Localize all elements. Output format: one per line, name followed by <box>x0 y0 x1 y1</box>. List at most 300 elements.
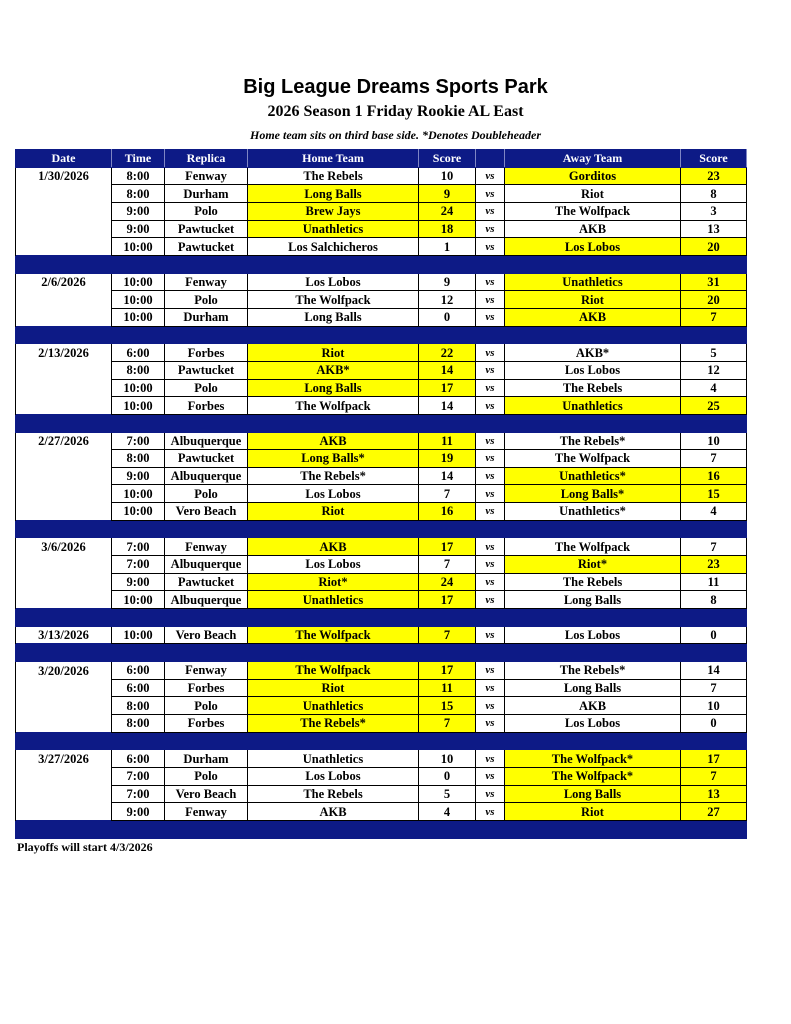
game-time: 10:00 <box>112 291 165 309</box>
week-separator <box>16 732 747 750</box>
away-team: AKB <box>505 697 681 715</box>
away-score: 7 <box>681 538 747 556</box>
game-replica: Fenway <box>165 803 248 821</box>
game-row <box>16 538 747 556</box>
vs-label: vs <box>476 185 505 203</box>
game-row <box>16 432 747 450</box>
vs-label: vs <box>476 397 505 415</box>
home-score: 7 <box>419 626 476 644</box>
game-replica: Polo <box>165 485 248 503</box>
vs-label: vs <box>476 715 505 733</box>
home-score: 17 <box>419 662 476 680</box>
away-team: The Rebels <box>505 573 681 591</box>
game-time: 6:00 <box>112 679 165 697</box>
vs-label: vs <box>476 679 505 697</box>
home-team: Los Lobos <box>248 485 419 503</box>
home-team: The Rebels* <box>248 467 419 485</box>
game-replica: Forbes <box>165 679 248 697</box>
game-date <box>16 785 112 803</box>
game-date <box>16 767 112 785</box>
column-header-home-team: Home Team <box>248 150 419 168</box>
game-replica: Pawtucket <box>165 361 248 379</box>
game-replica: Albuquerque <box>165 432 248 450</box>
home-score: 14 <box>419 361 476 379</box>
week-separator <box>16 520 747 538</box>
vs-label: vs <box>476 538 505 556</box>
game-date <box>16 803 112 821</box>
game-date: 3/20/2026 <box>16 662 112 680</box>
home-team: Riot <box>248 344 419 362</box>
page-subtitle: 2026 Season 1 Friday Rookie AL East <box>267 103 524 120</box>
vs-label: vs <box>476 697 505 715</box>
away-team: Long Balls <box>505 591 681 609</box>
away-score: 7 <box>681 767 747 785</box>
away-team: Riot <box>505 803 681 821</box>
home-team: Riot <box>248 503 419 521</box>
game-replica: Pawtucket <box>165 220 248 238</box>
away-score: 15 <box>681 485 747 503</box>
away-score: 12 <box>681 361 747 379</box>
week-separator <box>16 820 747 838</box>
away-score: 16 <box>681 467 747 485</box>
home-score: 17 <box>419 379 476 397</box>
week-separator <box>16 414 747 432</box>
game-time: 8:00 <box>112 167 165 185</box>
home-score: 7 <box>419 485 476 503</box>
home-score: 24 <box>419 573 476 591</box>
game-date <box>16 467 112 485</box>
away-score: 5 <box>681 344 747 362</box>
game-time: 9:00 <box>112 220 165 238</box>
game-time: 6:00 <box>112 750 165 768</box>
home-team: Unathletics <box>248 220 419 238</box>
game-date <box>16 308 112 326</box>
away-score: 11 <box>681 573 747 591</box>
game-row <box>16 238 747 256</box>
week-separator-bar <box>16 644 747 662</box>
game-row <box>16 308 747 326</box>
home-team: AKB* <box>248 361 419 379</box>
home-score: 4 <box>419 803 476 821</box>
game-replica: Polo <box>165 697 248 715</box>
away-team: The Wolfpack* <box>505 767 681 785</box>
home-score: 24 <box>419 202 476 220</box>
game-time: 7:00 <box>112 767 165 785</box>
game-replica: Vero Beach <box>165 503 248 521</box>
game-date <box>16 361 112 379</box>
game-row <box>16 220 747 238</box>
home-score: 14 <box>419 397 476 415</box>
game-row <box>16 397 747 415</box>
game-date <box>16 485 112 503</box>
away-team: The Rebels <box>505 379 681 397</box>
vs-label: vs <box>476 202 505 220</box>
game-row <box>16 273 747 291</box>
game-date <box>16 202 112 220</box>
home-team: Long Balls <box>248 379 419 397</box>
game-date: 2/6/2026 <box>16 273 112 291</box>
home-score: 11 <box>419 432 476 450</box>
game-date <box>16 450 112 468</box>
game-row <box>16 503 747 521</box>
away-team: The Rebels* <box>505 432 681 450</box>
game-date <box>16 397 112 415</box>
away-score: 27 <box>681 803 747 821</box>
game-replica: Albuquerque <box>165 467 248 485</box>
game-replica: Forbes <box>165 397 248 415</box>
column-header-away-team: Away Team <box>505 150 681 168</box>
game-row <box>16 697 747 715</box>
column-header-vs <box>476 150 505 168</box>
away-team: The Wolfpack <box>505 450 681 468</box>
home-team: The Wolfpack <box>248 291 419 309</box>
away-team: Los Lobos <box>505 361 681 379</box>
game-time: 10:00 <box>112 591 165 609</box>
home-score: 7 <box>419 556 476 574</box>
home-team: The Wolfpack <box>248 397 419 415</box>
game-time: 10:00 <box>112 485 165 503</box>
vs-label: vs <box>476 220 505 238</box>
game-date <box>16 573 112 591</box>
game-row <box>16 662 747 680</box>
away-score: 25 <box>681 397 747 415</box>
game-date <box>16 238 112 256</box>
away-team: Unathletics <box>505 273 681 291</box>
home-team: The Rebels* <box>248 715 419 733</box>
game-time: 7:00 <box>112 432 165 450</box>
vs-label: vs <box>476 238 505 256</box>
vs-label: vs <box>476 503 505 521</box>
away-team: Long Balls <box>505 785 681 803</box>
away-score: 0 <box>681 715 747 733</box>
home-team: Unathletics <box>248 697 419 715</box>
game-row <box>16 679 747 697</box>
game-row <box>16 202 747 220</box>
vs-label: vs <box>476 450 505 468</box>
vs-label: vs <box>476 167 505 185</box>
game-row <box>16 291 747 309</box>
game-time: 8:00 <box>112 715 165 733</box>
home-team: AKB <box>248 803 419 821</box>
game-replica: Durham <box>165 185 248 203</box>
home-team: Unathletics <box>248 750 419 768</box>
week-separator-bar <box>16 255 747 273</box>
playoffs-footer: Playoffs will start 4/3/2026 <box>17 840 153 854</box>
game-row <box>16 167 747 185</box>
game-replica: Pawtucket <box>165 573 248 591</box>
game-row <box>16 626 747 644</box>
vs-label: vs <box>476 432 505 450</box>
away-team: Gorditos <box>505 167 681 185</box>
away-score: 7 <box>681 308 747 326</box>
away-score: 13 <box>681 785 747 803</box>
vs-label: vs <box>476 626 505 644</box>
vs-label: vs <box>476 591 505 609</box>
week-separator-bar <box>16 414 747 432</box>
game-row <box>16 785 747 803</box>
game-row <box>16 185 747 203</box>
column-header-time: Time <box>112 150 165 168</box>
vs-label: vs <box>476 485 505 503</box>
game-date: 1/30/2026 <box>16 167 112 185</box>
home-score: 7 <box>419 715 476 733</box>
game-replica: Polo <box>165 291 248 309</box>
week-separator-bar <box>16 609 747 627</box>
home-team: Unathletics <box>248 591 419 609</box>
column-header-home-score: Score <box>419 150 476 168</box>
game-time: 9:00 <box>112 803 165 821</box>
week-separator-bar <box>16 520 747 538</box>
vs-label: vs <box>476 556 505 574</box>
vs-label: vs <box>476 467 505 485</box>
game-time: 10:00 <box>112 503 165 521</box>
home-score: 14 <box>419 467 476 485</box>
away-score: 31 <box>681 273 747 291</box>
game-row <box>16 344 747 362</box>
away-score: 7 <box>681 450 747 468</box>
home-score: 10 <box>419 167 476 185</box>
home-team: Riot <box>248 679 419 697</box>
game-date <box>16 379 112 397</box>
home-team: The Rebels <box>248 167 419 185</box>
week-separator <box>16 644 747 662</box>
away-team: Unathletics* <box>505 503 681 521</box>
vs-label: vs <box>476 803 505 821</box>
week-separator-bar <box>16 732 747 750</box>
home-team: Brew Jays <box>248 202 419 220</box>
game-row <box>16 467 747 485</box>
home-score: 17 <box>419 591 476 609</box>
game-row <box>16 715 747 733</box>
game-time: 10:00 <box>112 308 165 326</box>
game-row <box>16 556 747 574</box>
vs-label: vs <box>476 767 505 785</box>
home-score: 5 <box>419 785 476 803</box>
away-score: 23 <box>681 167 747 185</box>
away-score: 0 <box>681 626 747 644</box>
game-replica: Forbes <box>165 344 248 362</box>
game-time: 10:00 <box>112 397 165 415</box>
away-score: 10 <box>681 697 747 715</box>
home-score: 16 <box>419 503 476 521</box>
away-team: Long Balls <box>505 679 681 697</box>
game-time: 9:00 <box>112 202 165 220</box>
schedule-note: Home team sits on third base side. *Denotes Doubleheader <box>250 128 541 142</box>
home-team: The Rebels <box>248 785 419 803</box>
home-score: 15 <box>419 697 476 715</box>
home-team: Los Lobos <box>248 767 419 785</box>
home-team: AKB <box>248 538 419 556</box>
away-score: 10 <box>681 432 747 450</box>
game-replica: Polo <box>165 379 248 397</box>
game-replica: Durham <box>165 308 248 326</box>
away-team: Unathletics <box>505 397 681 415</box>
game-replica: Polo <box>165 767 248 785</box>
away-score: 4 <box>681 503 747 521</box>
away-score: 7 <box>681 679 747 697</box>
vs-label: vs <box>476 379 505 397</box>
home-team: Los Salchicheros <box>248 238 419 256</box>
home-score: 1 <box>419 238 476 256</box>
game-replica: Vero Beach <box>165 626 248 644</box>
home-team: Long Balls <box>248 308 419 326</box>
game-date <box>16 697 112 715</box>
away-team: The Rebels* <box>505 662 681 680</box>
vs-label: vs <box>476 573 505 591</box>
away-team: Los Lobos <box>505 715 681 733</box>
week-separator <box>16 255 747 273</box>
away-team: Los Lobos <box>505 238 681 256</box>
page-title: Big League Dreams Sports Park <box>243 76 548 98</box>
game-date <box>16 291 112 309</box>
away-score: 20 <box>681 238 747 256</box>
vs-label: vs <box>476 361 505 379</box>
game-time: 6:00 <box>112 344 165 362</box>
game-date: 3/6/2026 <box>16 538 112 556</box>
game-time: 8:00 <box>112 361 165 379</box>
away-team: The Wolfpack <box>505 202 681 220</box>
away-team: AKB <box>505 308 681 326</box>
home-score: 9 <box>419 273 476 291</box>
away-team: The Wolfpack* <box>505 750 681 768</box>
away-score: 20 <box>681 291 747 309</box>
week-separator-bar <box>16 326 747 344</box>
game-row <box>16 591 747 609</box>
home-team: AKB <box>248 432 419 450</box>
vs-label: vs <box>476 308 505 326</box>
away-score: 13 <box>681 220 747 238</box>
week-separator-bar <box>16 820 747 838</box>
game-replica: Pawtucket <box>165 450 248 468</box>
game-date: 2/13/2026 <box>16 344 112 362</box>
game-replica: Fenway <box>165 662 248 680</box>
game-date <box>16 591 112 609</box>
vs-label: vs <box>476 785 505 803</box>
game-row <box>16 361 747 379</box>
game-replica: Forbes <box>165 715 248 733</box>
home-score: 12 <box>419 291 476 309</box>
game-replica: Fenway <box>165 538 248 556</box>
home-team: Long Balls* <box>248 450 419 468</box>
away-team: Riot* <box>505 556 681 574</box>
week-separator <box>16 609 747 627</box>
game-time: 8:00 <box>112 697 165 715</box>
away-score: 8 <box>681 591 747 609</box>
home-score: 10 <box>419 750 476 768</box>
game-time: 10:00 <box>112 238 165 256</box>
home-score: 9 <box>419 185 476 203</box>
home-score: 0 <box>419 308 476 326</box>
game-time: 7:00 <box>112 785 165 803</box>
away-team: Riot <box>505 291 681 309</box>
home-team: Los Lobos <box>248 556 419 574</box>
away-score: 8 <box>681 185 747 203</box>
game-row <box>16 573 747 591</box>
away-team: AKB <box>505 220 681 238</box>
game-time: 10:00 <box>112 273 165 291</box>
vs-label: vs <box>476 662 505 680</box>
game-time: 9:00 <box>112 467 165 485</box>
game-time: 7:00 <box>112 556 165 574</box>
game-date <box>16 556 112 574</box>
schedule-body <box>16 167 747 838</box>
column-header-date: Date <box>16 150 112 168</box>
game-date <box>16 185 112 203</box>
game-date: 3/27/2026 <box>16 750 112 768</box>
home-team: Long Balls <box>248 185 419 203</box>
game-time: 8:00 <box>112 450 165 468</box>
away-score: 4 <box>681 379 747 397</box>
away-score: 14 <box>681 662 747 680</box>
away-score: 23 <box>681 556 747 574</box>
home-team: The Wolfpack <box>248 626 419 644</box>
game-row <box>16 379 747 397</box>
header-row <box>16 150 747 168</box>
away-team: Unathletics* <box>505 467 681 485</box>
game-date: 3/13/2026 <box>16 626 112 644</box>
away-team: Riot <box>505 185 681 203</box>
column-header-away-score: Score <box>681 150 747 168</box>
game-time: 10:00 <box>112 626 165 644</box>
home-score: 19 <box>419 450 476 468</box>
game-date <box>16 220 112 238</box>
away-team: AKB* <box>505 344 681 362</box>
home-score: 0 <box>419 767 476 785</box>
game-date <box>16 503 112 521</box>
away-score: 3 <box>681 202 747 220</box>
home-score: 17 <box>419 538 476 556</box>
game-time: 6:00 <box>112 662 165 680</box>
vs-label: vs <box>476 344 505 362</box>
game-row <box>16 767 747 785</box>
game-row <box>16 803 747 821</box>
game-time: 8:00 <box>112 185 165 203</box>
game-replica: Vero Beach <box>165 785 248 803</box>
vs-label: vs <box>476 273 505 291</box>
home-team: Riot* <box>248 573 419 591</box>
away-team: The Wolfpack <box>505 538 681 556</box>
game-row <box>16 450 747 468</box>
home-score: 11 <box>419 679 476 697</box>
game-row <box>16 750 747 768</box>
game-date <box>16 679 112 697</box>
home-score: 18 <box>419 220 476 238</box>
column-header-replica: Replica <box>165 150 248 168</box>
away-team: Long Balls* <box>505 485 681 503</box>
vs-label: vs <box>476 750 505 768</box>
game-date: 2/27/2026 <box>16 432 112 450</box>
game-time: 10:00 <box>112 379 165 397</box>
home-score: 22 <box>419 344 476 362</box>
game-replica: Polo <box>165 202 248 220</box>
schedule-table <box>15 149 747 839</box>
game-time: 9:00 <box>112 573 165 591</box>
home-team: The Wolfpack <box>248 662 419 680</box>
vs-label: vs <box>476 291 505 309</box>
game-row <box>16 485 747 503</box>
game-time: 7:00 <box>112 538 165 556</box>
game-replica: Fenway <box>165 273 248 291</box>
week-separator <box>16 326 747 344</box>
game-replica: Pawtucket <box>165 238 248 256</box>
away-score: 17 <box>681 750 747 768</box>
game-replica: Fenway <box>165 167 248 185</box>
away-team: Los Lobos <box>505 626 681 644</box>
home-team: Los Lobos <box>248 273 419 291</box>
game-replica: Albuquerque <box>165 556 248 574</box>
game-replica: Albuquerque <box>165 591 248 609</box>
game-date <box>16 715 112 733</box>
